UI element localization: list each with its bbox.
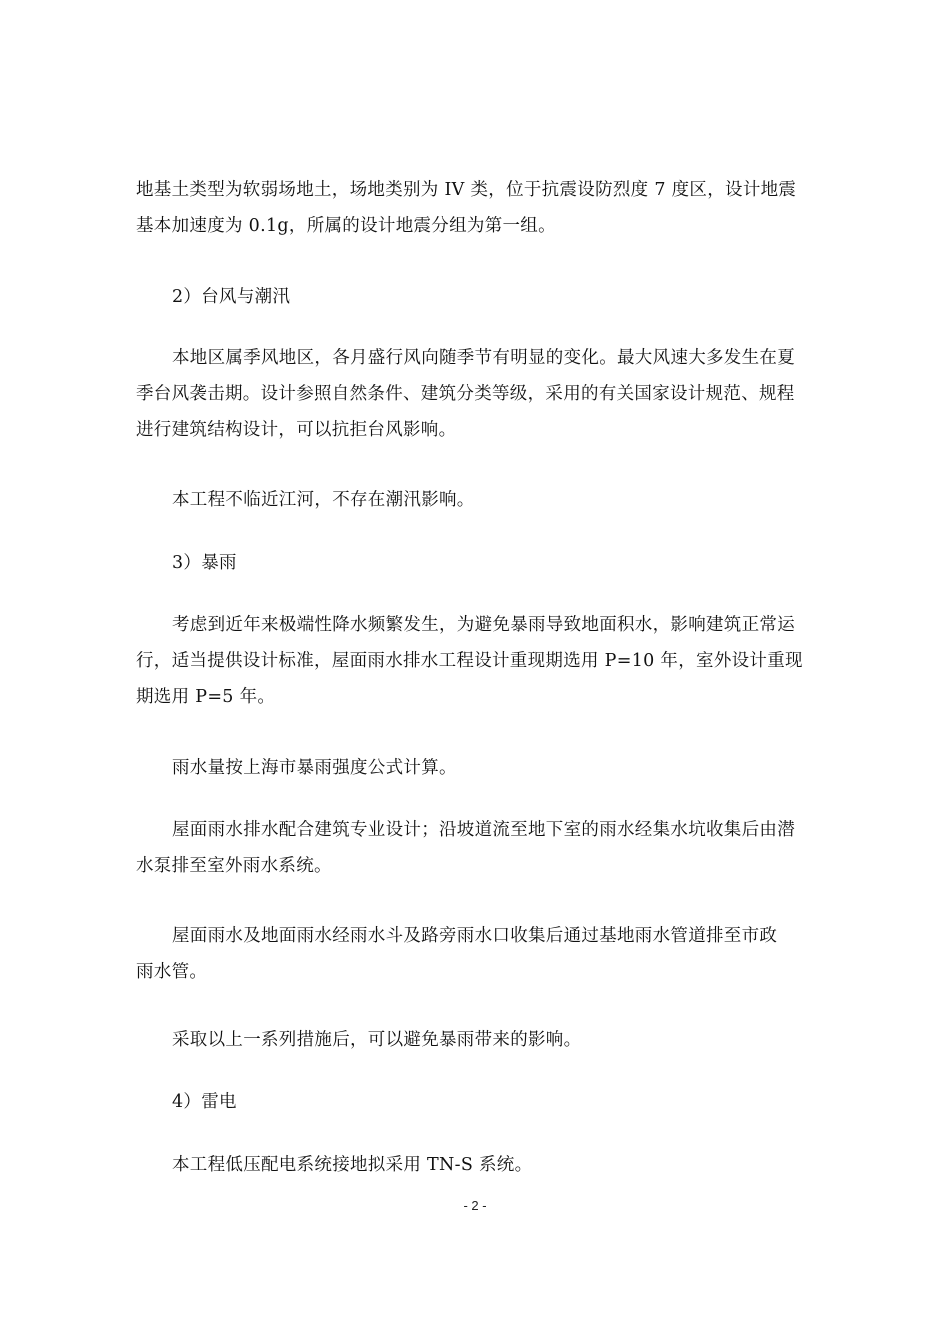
text-line: 雨水管。 (136, 962, 208, 982)
text-line: 本工程不临近江河，不存在潮汛影响。 (172, 490, 475, 510)
paragraph-measures (136, 1022, 826, 1058)
section-heading: 2）台风与潮汛 (172, 287, 291, 307)
text-line: 考虑到近年来极端性降水频繁发生，为避免暴雨导致地面积水，影响建筑正常运 (172, 615, 795, 635)
heading-rainstorm (136, 545, 826, 581)
page-number: - 2 - (463, 1198, 487, 1213)
text-line: 期选用 P=5 年。 (136, 687, 276, 707)
text-line: 地基土类型为软弱场地土，场地类别为 IV 类，位于抗震设防烈度 7 度区，设计地震 (136, 180, 797, 200)
paragraph-roof-drainage (136, 812, 826, 884)
paragraph-typhoon (136, 340, 826, 448)
text-line: 季台风袭击期。设计参照自然条件、建筑分类等级，采用的有关国家设计规范、规程 (136, 384, 795, 404)
section-heading: 4）雷电 (172, 1092, 237, 1112)
text-line: 采取以上一系列措施后，可以避免暴雨带来的影响。 (172, 1030, 582, 1050)
heading-typhoon-tide (136, 279, 826, 315)
paragraph-tide (136, 482, 826, 518)
text-line: 屋面雨水及地面雨水经雨水斗及路旁雨水口收集后通过基地雨水管道排至市政 (172, 926, 778, 946)
paragraph-ground-drainage (136, 918, 826, 990)
text-line: 雨水量按上海市暴雨强度公式计算。 (172, 758, 457, 778)
text-line: 行，适当提供设计标准，屋面雨水排水工程设计重现期选用 P=10 年，室外设计重现 (136, 651, 803, 671)
paragraph-rainstorm (136, 607, 826, 715)
paragraph-grounding (136, 1147, 826, 1183)
section-heading: 3）暴雨 (172, 553, 237, 573)
heading-lightning (136, 1084, 826, 1120)
text-line: 本工程低压配电系统接地拟采用 TN-S 系统。 (172, 1155, 533, 1175)
text-line: 进行建筑结构设计，可以抗拒台风影响。 (136, 420, 457, 440)
paragraph-rain-formula (136, 750, 826, 786)
paragraph-seismic (136, 172, 826, 244)
text-line: 屋面雨水排水配合建筑专业设计；沿坡道流至地下室的雨水经集水坑收集后由潜 (172, 820, 795, 840)
text-line: 水泵排至室外雨水系统。 (136, 856, 332, 876)
text-line: 本地区属季风地区，各月盛行风向随季节有明显的变化。最大风速大多发生在夏 (172, 348, 795, 368)
text-line: 基本加速度为 0.1g，所属的设计地震分组为第一组。 (136, 216, 556, 236)
